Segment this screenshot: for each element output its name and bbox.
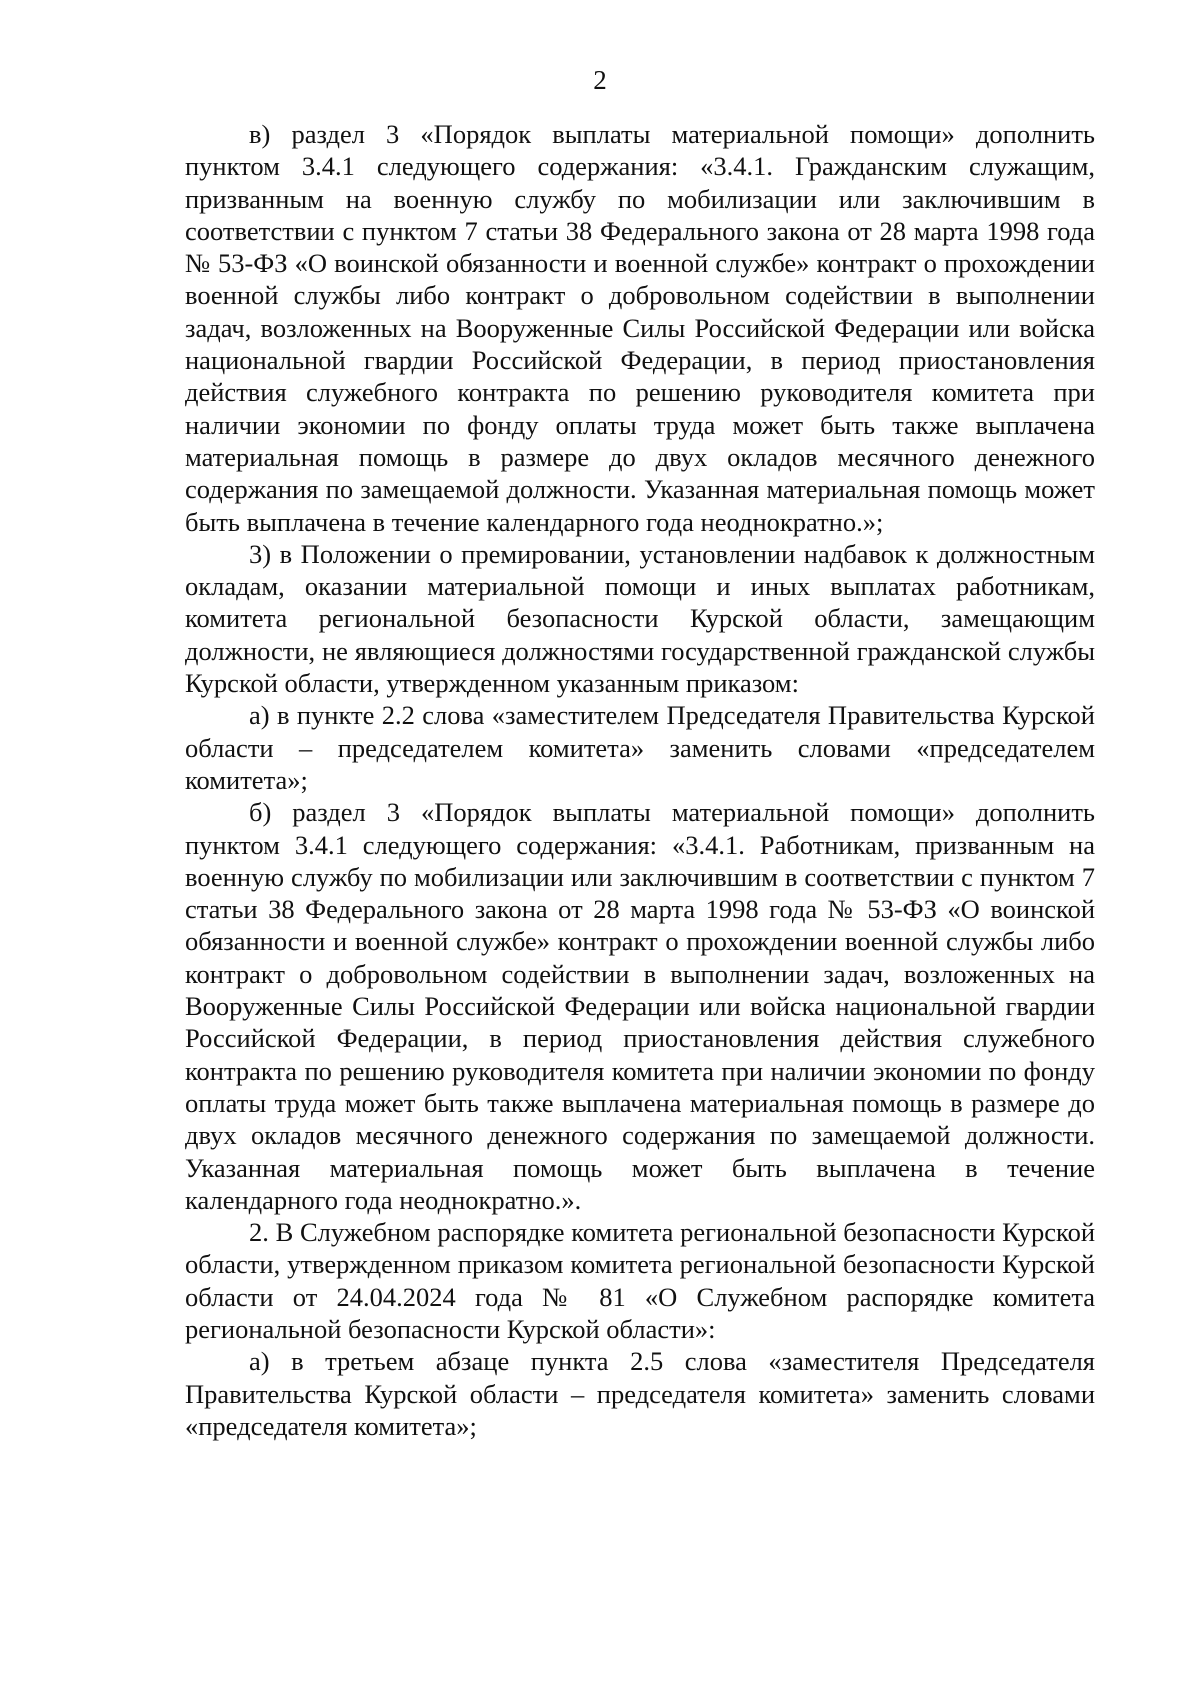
paragraph-2-sluzhebny-rasporyadok: 2. В Служебном распорядке комитета региональной безопасности Курской области, утвержденном приказом комитета региональной безопасности Курской области от 24.04.2024 года № 81 «О Служебном распорядке комитета региональной безопасности Курской области»: [185, 1217, 1095, 1344]
paragraph-b-section-3: б) раздел 3 «Порядок выплаты материальной помощи» дополнить пунктом 3.4.1 следующего содержания: «3.4.1. Работникам, призванным на военную службу по мобилизации или заключившим в соответствии с пунктом 7 статьи 38 Федерального закона от 28 марта 1998 года № 53-ФЗ «О воинской обязанности и военной службе» контракт о прохождении военной службы либо контракт о добровольном содействии в выполнении задач, возложенных на Вооруженные Силы Российской Федерации или войска национальной гвардии Российской Федерации, в период приостановления действия служебного контракта по решению руководителя комитета при наличии экономии по фонду оплаты труда может быть также выплачена материальная помощь в размере до двух окладов месячного денежного содержания по замещаемой должности. Указанная материальная помощь может быть выплачена в течение календарного года неоднократно.». [185, 797, 1095, 1215]
paragraph-a-punkt-2-5: а) в третьем абзаце пункта 2.5 слова «заместителя Председателя Правительства Курской области – председателя комитета» заменить словами «председателя комитета»; [185, 1346, 1095, 1441]
document-body [185, 118, 1095, 1442]
paragraph-v-section-3: в) раздел 3 «Порядок выплаты материальной помощи» дополнить пунктом 3.4.1 следующего содержания: «3.4.1. Гражданским служащим, призванным на военную службу по мобилизации или заключившим в соответствии с пунктом 7 статьи 38 Федерального закона от 28 марта 1998 года № 53-ФЗ «О воинской обязанности и военной службе» контракт о прохождении военной службы либо контракт о добровольном содействии в выполнении задач, возложенных на Вооруженные Силы Российской Федерации или войска национальной гвардии Российской Федерации, в период приостановления действия служебного контракта по решению руководителя комитета при наличии экономии по фонду оплаты труда может быть также выплачена материальная помощь в размере до двух окладов месячного денежного содержания по замещаемой должности. Указанная материальная помощь может быть выплачена в течение календарного года неоднократно.»; [185, 119, 1095, 537]
page-number: 2 [593, 65, 607, 95]
paragraph-3-polozhenie: 3) в Положении о премировании, установлении надбавок к должностным окладам, оказании материальной помощи и иных выплатах работникам, комитета региональной безопасности Курской области, замещающим должности, не являющиеся должностями государственной гражданской службы Курской области, утвержденном указанным приказом: [185, 538, 1095, 699]
paragraph-a-punkt-2-2: а) в пункте 2.2 слова «заместителем Председателя Правительства Курской области – председателем комитета» заменить словами «председателем комитета»; [185, 700, 1095, 795]
